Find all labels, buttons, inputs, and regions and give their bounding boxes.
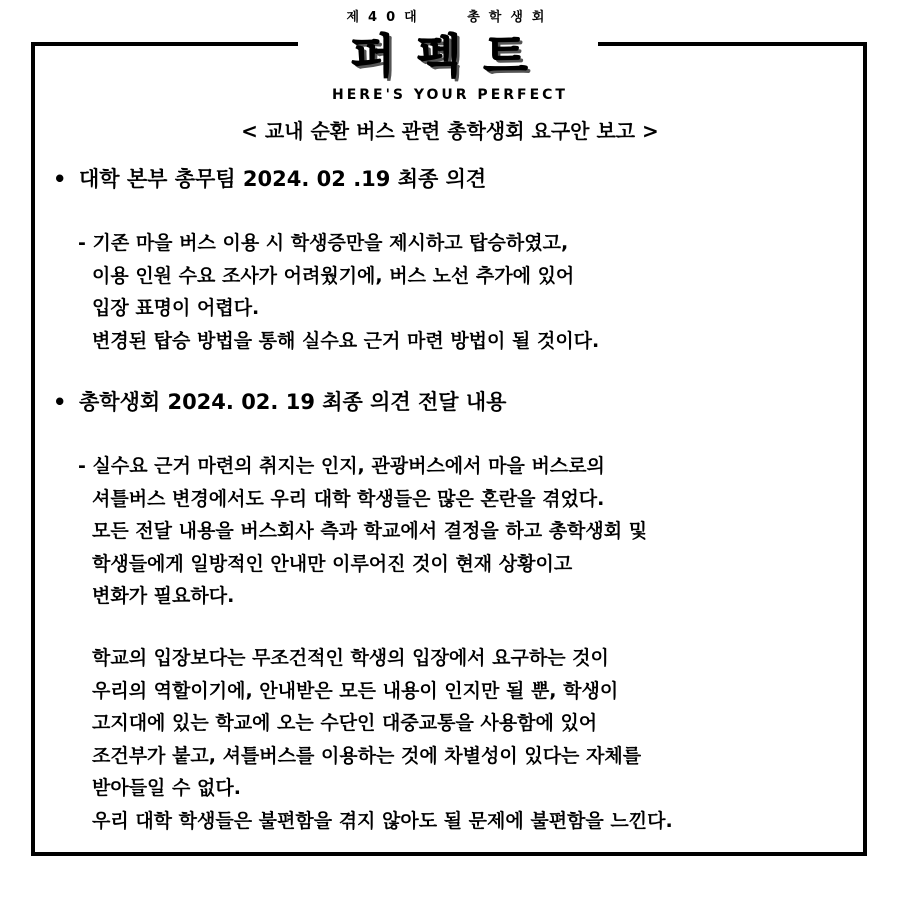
council-logo: 퍼펙트 — [350, 29, 550, 83]
paragraph-line: 변경된 탑승 방법을 통해 실수요 근거 마련 방법이 될 것이다. — [92, 329, 600, 352]
paragraph-line: 우리 대학 학생들은 불편함을 겪지 않아도 될 문제에 불편함을 느낀다. — [92, 809, 673, 832]
bullet-icon: • — [53, 167, 67, 191]
section-heading-council — [53, 387, 506, 417]
paragraph-line: 이용 인원 수요 조사가 어려웠기에, 버스 노선 추가에 있어 — [92, 264, 575, 287]
paragraph-line: 우리의 역할이기에, 안내받은 모든 내용이 인지만 될 뿐, 학생이 — [92, 679, 619, 702]
section-heading-text: 총학생회 2024. 02. 19 최종 의견 전달 내용 — [79, 390, 507, 414]
council-name: 총학생회 — [467, 10, 554, 25]
paragraph-line: 학생들에게 일방적인 안내만 이루어진 것이 현재 상황이고 — [92, 552, 573, 575]
council-opinion-paragraph-1 — [78, 450, 647, 613]
paragraph-line: 입장 표명이 어렵다. — [92, 297, 260, 319]
report-subject: < 교내 순환 버스 관련 총학생회 요구안 보고 > — [241, 119, 659, 143]
paragraph-line: 고지대에 있는 학교에 오는 수단인 대중교통을 사용함에 있어 — [92, 712, 598, 734]
paragraph-line: 조건부가 붙고, 셔틀버스를 이용하는 것에 차별성이 있다는 자체를 — [92, 744, 642, 767]
paragraph-line: 받아들일 수 없다. — [92, 777, 241, 799]
paragraph-line: 학교의 입장보다는 무조건적인 학생의 입장에서 요구하는 것이 — [92, 647, 609, 669]
council-prefix: 제40대 — [346, 10, 426, 25]
paragraph-line: - 실수요 근거 마련의 취지는 인지, 관광버스에서 마을 버스로의 — [78, 455, 605, 477]
paragraph-line: 모든 전달 내용을 버스회사 측과 학교에서 결정을 하고 총학생회 및 — [92, 520, 648, 542]
paragraph-line: - 기존 마을 버스 이용 시 학생증만을 제시하고 탑승하였고, — [78, 232, 569, 254]
bullet-icon: • — [53, 390, 67, 414]
council-label — [0, 10, 900, 26]
council-opinion-paragraph-2 — [78, 642, 673, 837]
paragraph-line: 셔틀버스 변경에서도 우리 대학 학생들은 많은 혼란을 겪었다. — [92, 487, 605, 510]
administration-opinion-paragraph — [78, 227, 599, 357]
logo-tagline: HERE'S YOUR PERFECT — [332, 87, 568, 103]
section-heading-text: 대학 본부 총무팀 2024. 02 .19 최종 의견 — [79, 167, 487, 191]
section-heading-administration — [53, 164, 486, 194]
paragraph-line: 변화가 필요하다. — [92, 585, 235, 607]
